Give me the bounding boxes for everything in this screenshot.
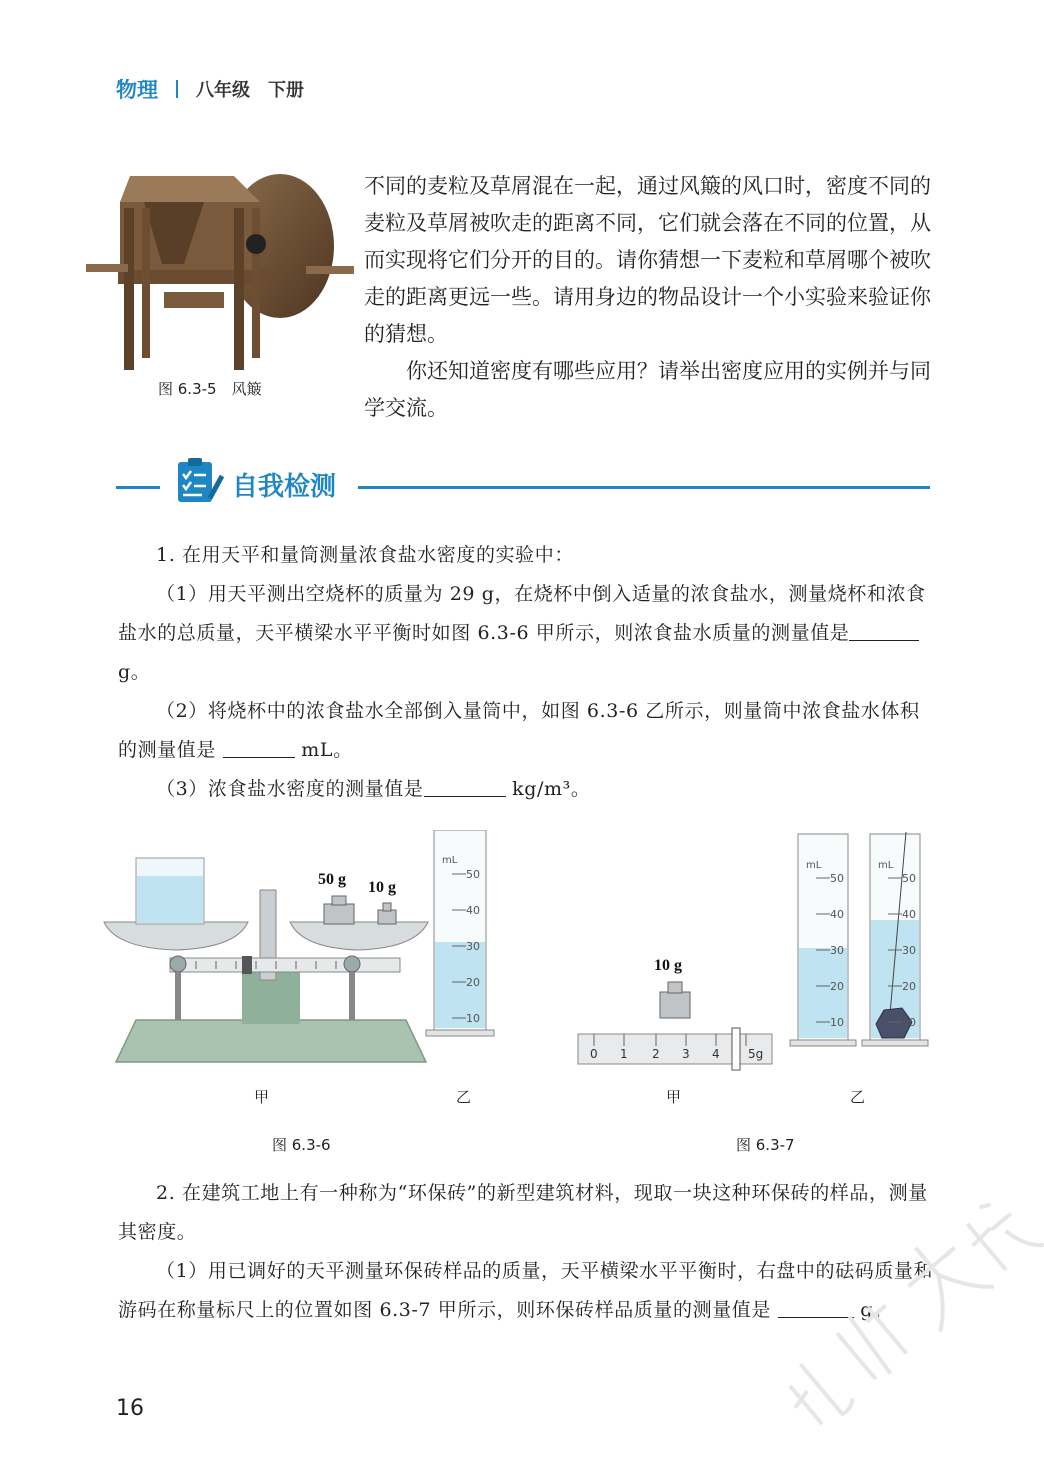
q1-part2 [118,692,936,770]
cylinder-637-a-unit: mL [806,860,822,871]
figure-6-3-6-caption: 图 6.3-6 [272,1136,331,1154]
cylinder-637-a-tick-40: 40 [830,908,844,921]
weight-50g [324,904,354,924]
cylinder-636-tick-10: 10 [466,1012,480,1025]
section-rule-left [116,486,160,489]
cylinder-636-tick-20: 20 [466,976,480,989]
section-rule-right [358,486,930,489]
figure-6-3-7-caption: 图 6.3-7 [736,1136,795,1154]
q1-part2-text: （2）将烧杯中的浓食盐水全部倒入量筒中，如图 6.3-6 乙所示，则量筒中浓食盐水体积的测量值是 [118,700,920,761]
q2-part1-unit: g。 [860,1299,893,1321]
scale-tick-3: 3 [682,1047,690,1061]
section-title: 自我检测 [232,472,337,502]
figure-6-3-6-label-yi: 乙 [456,1088,472,1106]
cylinder-637-b-tick-40: 40 [902,908,916,921]
winnowing-machine-image [84,168,356,370]
clipboard-check-icon [172,456,224,506]
beaker-water [137,876,203,923]
figure-6-3-7-label-yi: 乙 [850,1088,866,1106]
scale-tick-2: 2 [652,1047,660,1061]
q1-answer-blank-3[interactable] [424,776,506,797]
q1-answer-blank-2[interactable] [223,737,295,758]
figure-6-3-7-illustration [576,828,936,1078]
q1-part3-text: （3）浓食盐水密度的测量值是 [156,778,424,800]
cylinder-637-a-tick-10: 10 [830,1016,844,1029]
q1-stem: 1. 在用天平和量筒测量浓食盐水密度的实验中： [156,544,574,566]
weight-637-10g [660,992,690,1018]
balance-rider [242,956,252,974]
cylinder-636-tick-30: 30 [466,940,480,953]
cylinder-636-tick-40: 40 [466,904,480,917]
header-grade: 八年级 下册 [196,80,304,101]
figure-6-3-6-label-jia: 甲 [254,1088,270,1106]
figure-6-3-7-label-jia: 甲 [666,1088,682,1106]
cylinder-637-b-tick-50: 50 [902,872,916,885]
header-subject: 物理 [116,78,158,102]
scale-tick-5g: 5g [748,1047,764,1061]
q1-part3-unit: kg/m³。 [512,778,591,800]
scale-tick-4: 4 [712,1047,720,1061]
header-divider [176,80,178,98]
scale-tick-1: 1 [620,1047,628,1061]
left-pan [104,922,248,950]
scale-tick-0: 0 [590,1047,598,1061]
intro-paragraph-2: 你还知道密度有哪些应用？请举出密度应用的实例并与同学交流。 [364,359,931,420]
q1-part1 [118,575,936,692]
q2-part1-text: （1）用已调好的天平测量环保砖样品的质量，天平横梁水平平衡时，右盘中的砝码质量和游码在称量标尺上的位置如图 6.3-7 甲所示，则环保砖样品质量的测量值是 [118,1260,934,1321]
cylinder-637-a-tick-30: 30 [830,944,844,957]
weight-10g [378,910,396,924]
cylinder-637-a-tick-50: 50 [830,872,844,885]
label-50g: 50 g [318,871,346,888]
label-637-10g: 10 g [654,957,682,974]
q1-part3 [118,770,936,809]
label-10g: 10 g [368,879,396,896]
slide-scale [578,1034,772,1064]
q1-part2-unit: mL。 [301,739,353,761]
q1-part1-unit: g。 [118,661,151,683]
q1-answer-blank-1[interactable] [849,620,919,641]
cylinder-637-b-tick-20: 20 [902,980,916,993]
cylinder-636-tick-50: 50 [466,868,480,881]
q2-stem: 2. 在建筑工地上有一种称为“环保砖”的新型建筑材料，现取一块这种环保砖的样品，测量其密度。 [118,1182,928,1243]
page-number: 16 [116,1396,144,1421]
publisher-watermark [736,1150,1044,1470]
scale-rider [732,1028,740,1070]
cylinder-637-b-unit: mL [878,860,894,871]
figure-caption-6-3-5: 图 6.3-5 风簸 [158,380,262,398]
cylinder-636-unit: mL [442,855,458,866]
q1-part1-text: （1）用天平测出空烧杯的质量为 29 g，在烧杯中倒入适量的浓食盐水，测量烧杯和浓食盐水的总质量，天平横梁水平平衡时如图 6.3-6 甲所示，则浓食盐水质量的测量值是 [118,583,926,644]
balance-base [116,1020,426,1062]
cylinder-637-b-tick-10: 10 [902,1016,916,1029]
right-pan [290,922,428,950]
cylinder-637-b-tick-30: 30 [902,944,916,957]
intro-paragraph-1: 不同的麦粒及草屑混在一起，通过风簸的风口时，密度不同的麦粒及草屑被吹走的距离不同，它们就会落在不同的位置，从而实现将它们分开的目的。请你猜想一下麦粒和草屑哪个被吹走的距离更远一些。请用身边的物品设计一个小实验来验证你的猜想。 [364,174,931,346]
figure-6-3-6-illustration [96,830,516,1120]
balance-beam [170,958,400,972]
cylinder-637-a-tick-20: 20 [830,980,844,993]
